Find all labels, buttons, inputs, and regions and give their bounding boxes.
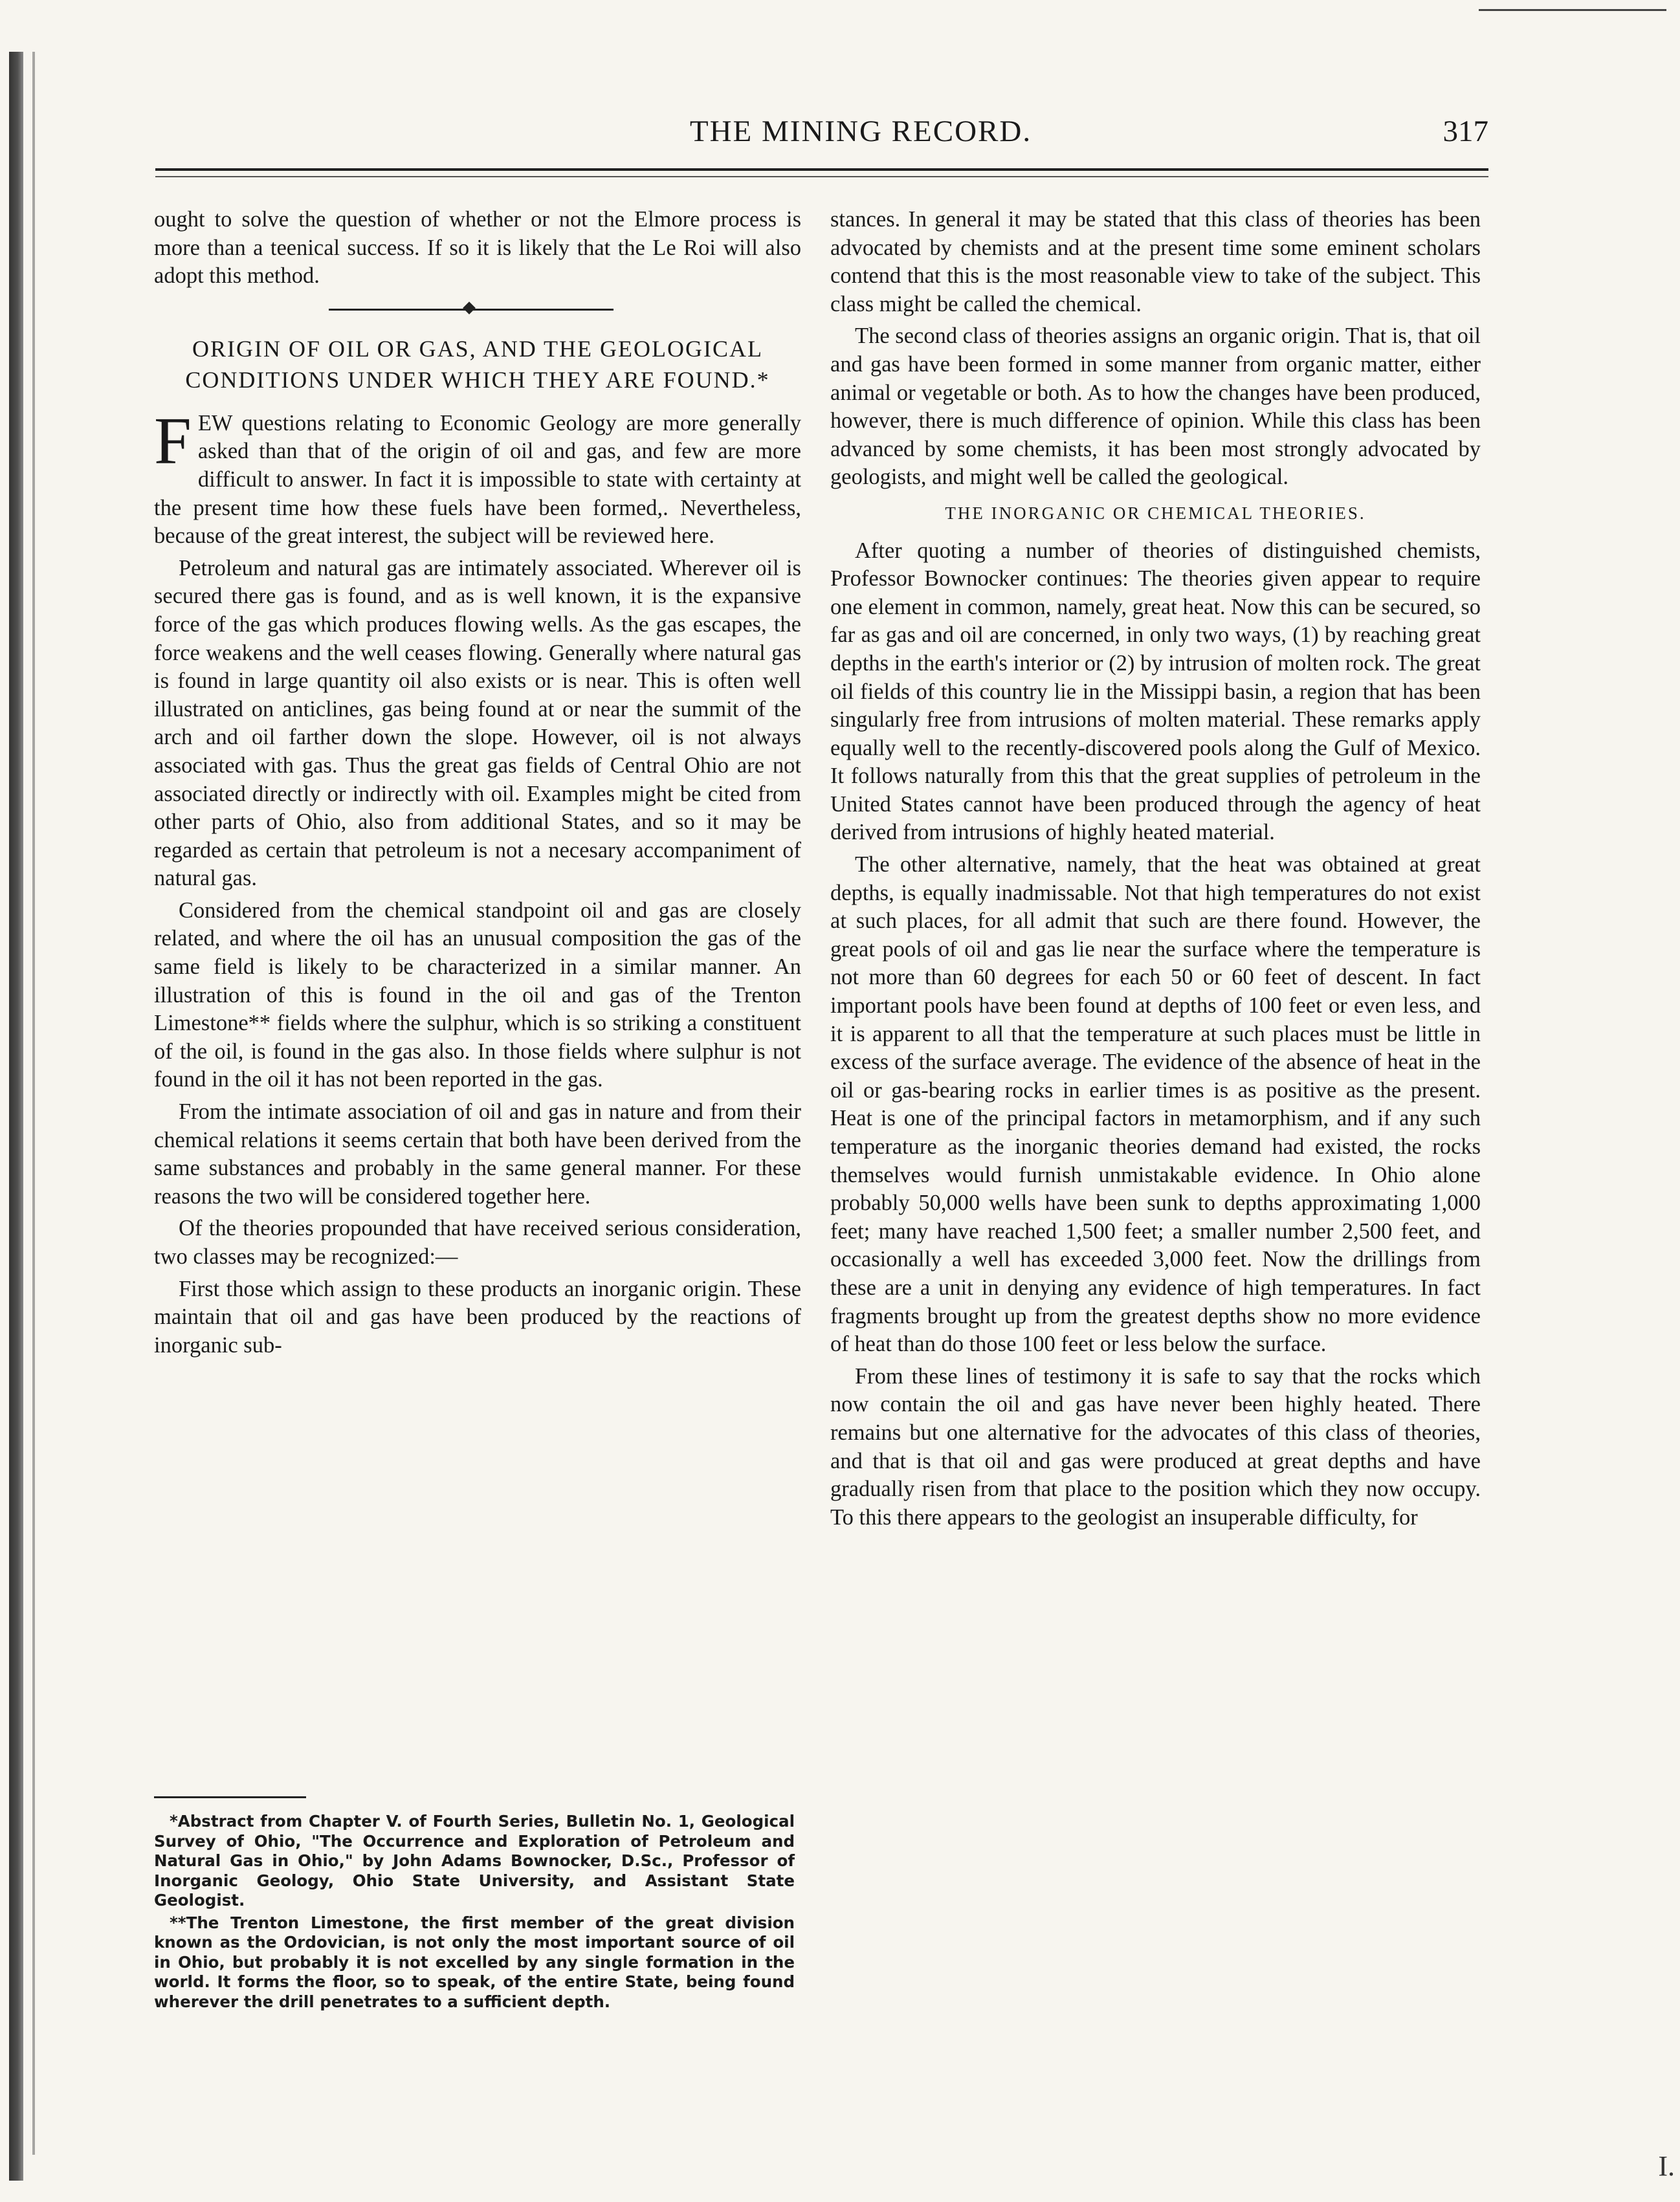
section-subhead: THE INORGANIC OR CHEMICAL THEORIES. (945, 503, 1366, 523)
left-column (154, 206, 801, 1363)
body-paragraph: The other alternative, namely, that the heat was obtained at great depths, is equally inadmissable. Not that high temperatures do not exist at such places, for all admit that such are there found. However, the great pools of oil and gas lie near the surface where the temperature is not more than 60 degrees for each 50 or 60 feet of descent. In fact important pools have been found at depths of 100 feet or even less, and it is apparent to all that the temperature at such places must be little in excess of the surface average. The evidence of the absence of heat in the oil or gas-bearing rocks in earlier times is as positive as the present. Heat is one of the principal factors in metamorphism, and if any such temperature as the inorganic theories demand had existed, the rocks themselves would furnish unmistakable evidence. In Ohio alone probably 50,000 wells have been sunk to depths approximating 1,000 feet; many have reached 1,500 feet; a smaller number 2,500 feet, and occasionally a well has exceeded 3,000 feet. Now the drillings from these are a unit in denying any evidence of high temperatures. In fact fragments brought up from the greatest depths show no more evidence of heat than do those 100 feet or less below the surface. (830, 852, 1481, 1357)
corner-rule (1479, 9, 1666, 11)
body-paragraph: The second class of theories assigns an organic origin. That is, that oil and gas have been formed in some manner from organic matter, either animal or vegetable or both. As to how the changes have been produced, however, there is much difference of opinion. While this class has been advanced by some chemists, it has been most strongly advocated by geologists, and might well be called the geological. (830, 324, 1481, 490)
binding-edge-line (32, 52, 35, 2155)
first-paragraph-text: EW questions relating to Economic Geology are more generally asked than that of the origin of oil and gas, and few are more difficult to answer. In fact it is impossible to state with certainty at the present time how these fuels have been formed,. Nevertheless, because of the great interest, the subject will be reviewed here. (154, 410, 801, 549)
continuation-paragraph: stances. In general it may be stated that this class of theories has been advocated by chemists and at the present time some eminent scholars contend that this is the most reasonable view to take of the subject. This class might be called the chemical. (830, 207, 1481, 316)
body-paragraph: First those which assign to these products an inorganic origin. These maintain that oil and gas have been produced by the reactions of inorganic sub- (154, 1276, 801, 1358)
intro-paragraph: ought to solve the question of whether or not the Elmore process is more than a teenical success. If so it is likely that the Le Roi will also adopt this method. (154, 207, 801, 289)
right-column (830, 206, 1481, 1536)
footnotes (154, 1812, 795, 2014)
binding-shadow (9, 52, 23, 2181)
running-head (149, 114, 1488, 159)
body-paragraph: After quoting a number of theories of distinguished chemists, Professor Bownocker continues: The theories given appear to require one element in common, namely, great heat. Now this can be secured, so far as gas and oil are concerned, in only two ways, (1) by reaching great depths in the earth's interior or (2) by intrusion of molten rock. The great oil fields of this country lie in the Missippi basin, a region that has been singularly free from intrusions of molten material. These remarks apply equally well to the recently-discovered pools along the Gulf of Mexico. It follows naturally from this that the great supplies of petroleum in the United States cannot have been produced through the agency of heat derived from intrusions of highly heated material. (830, 538, 1481, 845)
article-title: ORIGIN OF OIL OR GAS, AND THE GEOLOGICAL CONDITIONS UNDER WHICH THEY ARE FOUND.* (185, 335, 770, 393)
running-title: THE MINING RECORD. (689, 115, 1032, 148)
footnote-rule (154, 1796, 306, 1798)
header-rule-thin (155, 176, 1488, 177)
page-number: 317 (1442, 115, 1488, 148)
footnote: *Abstract from Chapter V. of Fourth Series, Bulletin No. 1, Geological Survey of Ohio, "The Occurrence and Exploration of Petroleum and Natural Gas in Ohio," by John Adams Bownocker, D.Sc., Professor of Inorganic Geology, Ohio State University, and Assistant State Geologist. (154, 1812, 795, 1910)
body-paragraph: From the intimate association of oil and gas in nature and from their chemical relations it seems certain that both have been derived from the same substances and probably in the same general manner. For these reasons the two will be considered together here. (154, 1099, 801, 1209)
first-paragraph (154, 403, 801, 551)
body-paragraph: Considered from the chemical standpoint oil and gas are closely related, and where the oil has an unusual composition the gas of the same field is likely to be characterized in a similar manner. An illustration of this is found in the oil and gas of the Trenton Limestone** fields where the sulphur, which is so striking a constituent of the oil, is found in the gas also. In those fields where sulphur is not found in the oil it has not been reported in the gas. (154, 897, 801, 1092)
section-divider (154, 294, 801, 327)
drop-cap: F (154, 403, 192, 478)
header-rule (155, 168, 1488, 171)
divider-ornament (463, 302, 476, 314)
edge-mark: I. (1658, 2150, 1675, 2182)
body-paragraph: Of the theories propounded that have received serious consideration, two classes may be recognized:— (154, 1216, 801, 1269)
footnote: **The Trenton Limestone, the first member of the great division known as the Ordovician, is not only the most important source of oil in Ohio, but probably it is not excelled by any single formation in the world. It forms the floor, so to speak, of the entire State, being found wherever the drill penetrates to a sufficient depth. (154, 1913, 795, 2011)
body-paragraph: Petroleum and natural gas are intimately associated. Wherever oil is secured there gas is found, and as is well known, it is the expansive force of the gas which produces flowing wells. As the gas escapes, the force weakens and the well ceases flowing. Generally where natural gas is found in large quantity oil also exists or is near. This is often well illustrated on anticlines, gas being found at or near the summit of the arch and oil farther down the slope. However, oil is not always associated with gas. Thus the great gas fields of Central Ohio are not associated directly or indirectly with oil. Examples might be cited from other parts of Ohio, also from additional States, and so it may be regarded as certain that petroleum is not a necesary accompaniment of natural gas. (154, 555, 801, 891)
body-paragraph: From these lines of testimony it is safe to say that the rocks which now contain the oil and gas have never been highly heated. There remains but one alternative for the advocates of this class of theories, and that is that oil and gas were produced at great depths and have gradually risen from that place to the position which they now occupy. To this there appears to the geologist an insuperable difficulty, for (830, 1363, 1481, 1530)
